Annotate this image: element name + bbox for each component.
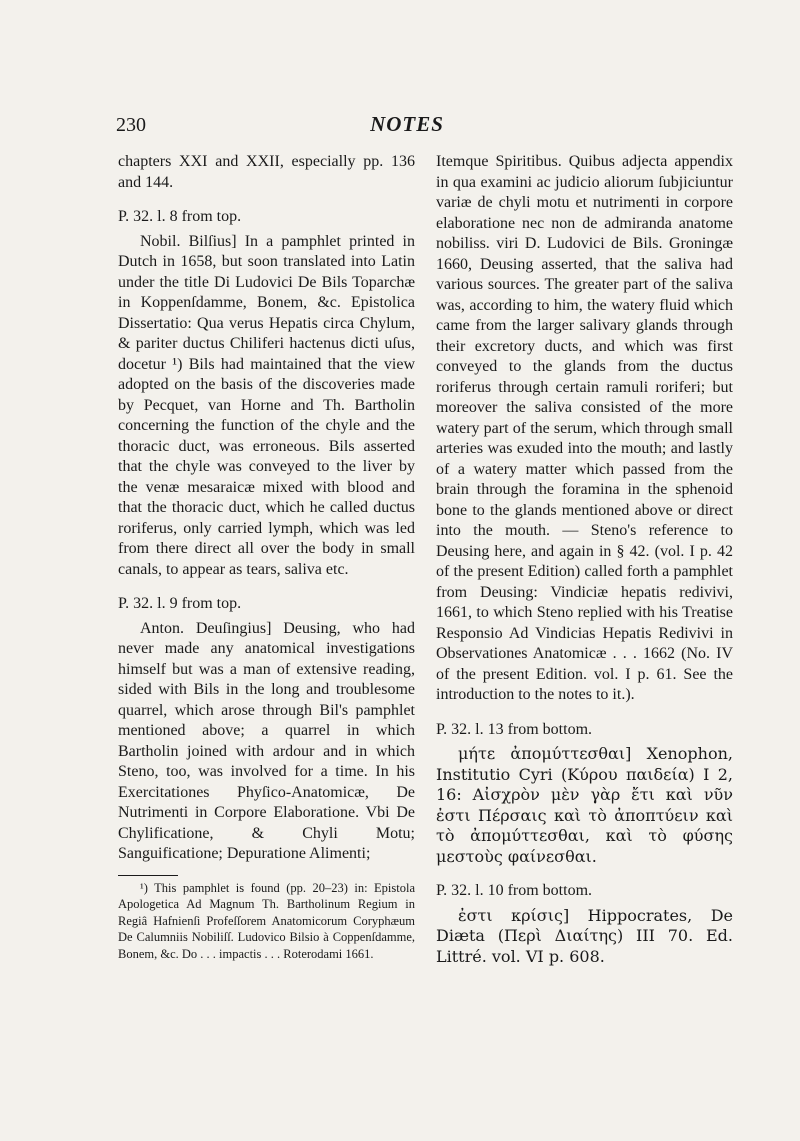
- note-reference-2: P. 32. l. 9 from top.: [118, 595, 242, 612]
- running-title: NOTES: [370, 112, 444, 136]
- note-reference-1: P. 32. l. 8 from top.: [118, 208, 242, 225]
- footnote: ¹) This pamphlet is found (pp. 20–23) in: Epistola Apologetica Ad Magnum Th. Bartholinum Regium in Regiâ Hafnienſi Profeſſorem Anatomicorum Coryphæum De Calumniis Nobiliſſ. Ludovico Bilsio à Coppenſdamme, Bonem, &c. Do . . . impactis . . . Roterodami 1661.: [118, 880, 415, 961]
- note-paragraph-3: μήτε ἀπομύττεσθαι] Xenophon, Institutio Cyri (Κύρου παιδεία) I 2, 16: Αἰσχρὸν μὲν γὰρ ἔτι καὶ νῦν ἐστι Πέρσαις καὶ τὸ ἀποπτύειν καὶ τὸ ἀπομύττεσθαι, καὶ τὸ φύσης μεστοὺς φαίνεσθαι.: [436, 744, 733, 866]
- intro-paragraph: chapters XXI and XXII, especially pp. 136 and 144.: [118, 153, 415, 191]
- note-paragraph-1: Nobil. Bilſius] In a pamphlet printed in Dutch in 1658, but soon translated into Latin under the title Di Ludovici De Bils Toparchæ in Koppenſdamme, Bonem, &c. Epistolica Dissertatio: Qua verus Hepatis circa Chylum, & pariter ductus Chiliferi hactenus dicti uſus, docetur ¹) Bils had maintained that the view adopted on the basis of the discoveries made by Pecquet, van Horne and Th. Bartholin concerning the function of the chyle and the thoracic duct, was erroneous. Bils asserted that the chyle was conveyed to the liver by the venæ mesaraicæ mixed with blood and that the thoracic duct, which he called ductus roriferus, only carried lymph, which was led from there direct all over the body in small canals, to appear as tears, saliva etc.: [118, 232, 415, 578]
- left-column: [118, 152, 415, 962]
- page-header: [116, 114, 698, 144]
- note-reference-3: P. 32. l. 13 from bottom.: [436, 720, 593, 738]
- continued-paragraph: Itemque Spiritibus. Quibus adjecta appendix in qua examini ac judicio aliorum ſubjiciuntur variæ de chyli motu et nutrimenti in corpore elaboratione nec non de admiranda anatome nobiliss. viri D. Ludovici de Bils. Groningæ 1660, Deusing asserted, that the saliva had various sources. The greater part of the saliva was, according to him, the watery fluid which came from the larger salivary glands through their excretory ducts, and which was first conveyed to the glands from the ductus roriferus through certain ramuli roriferi; but moreover the saliva consisted of the more watery part of the serum, which through small arteries was exuded into the mouth; and lastly of a watery matter which passed from the brain through the foramina in the sphenoid bone to the glands mentioned above or direct into the mouth. — Steno's reference to Deusing here, and again in § 42. (vol. I p. 42 of the present Edition) called forth a pamphlet from Deusing: Vindiciæ hepatis redivivi, 1661, to which Steno replied with his Treatise Responsio Ad Vindicias Hepatis Redivivi in Observationes Anatomicæ . . . 1662 (No. IV of the present Edition. vol. I p. 61. See the introduction to the notes to it.).: [436, 153, 733, 703]
- page-number: 230: [116, 114, 146, 136]
- right-column: [436, 152, 733, 967]
- note-paragraph-2: Anton. Deuſingius] Deusing, who had never made any anatomical investigations himself but was a man of extensive reading, sided with Bils in the long and troublesome quarrel, which arose through Bil's pamphlet mentioned above; a quarrel in which Bartholin joined with ardour and in which Steno, too, was involved for a time. In his Exercitationes Phyſico-Anatomicæ, De Nutrimenti in Corpore Elaboratione. Vbi De Chylificatione, & Chyli Motu; Sanguificatione; Depuratione Alimenti;: [118, 619, 415, 862]
- note-reference-4: P. 32. l. 10 from bottom.: [436, 882, 593, 899]
- footnote-divider: [118, 875, 178, 876]
- note-paragraph-4: ἐστι κρίσις] Hippocrates, De Diæta (Περὶ Διαίτης) III 70. Ed. Littré. vol. VI p. 608.: [436, 905, 733, 966]
